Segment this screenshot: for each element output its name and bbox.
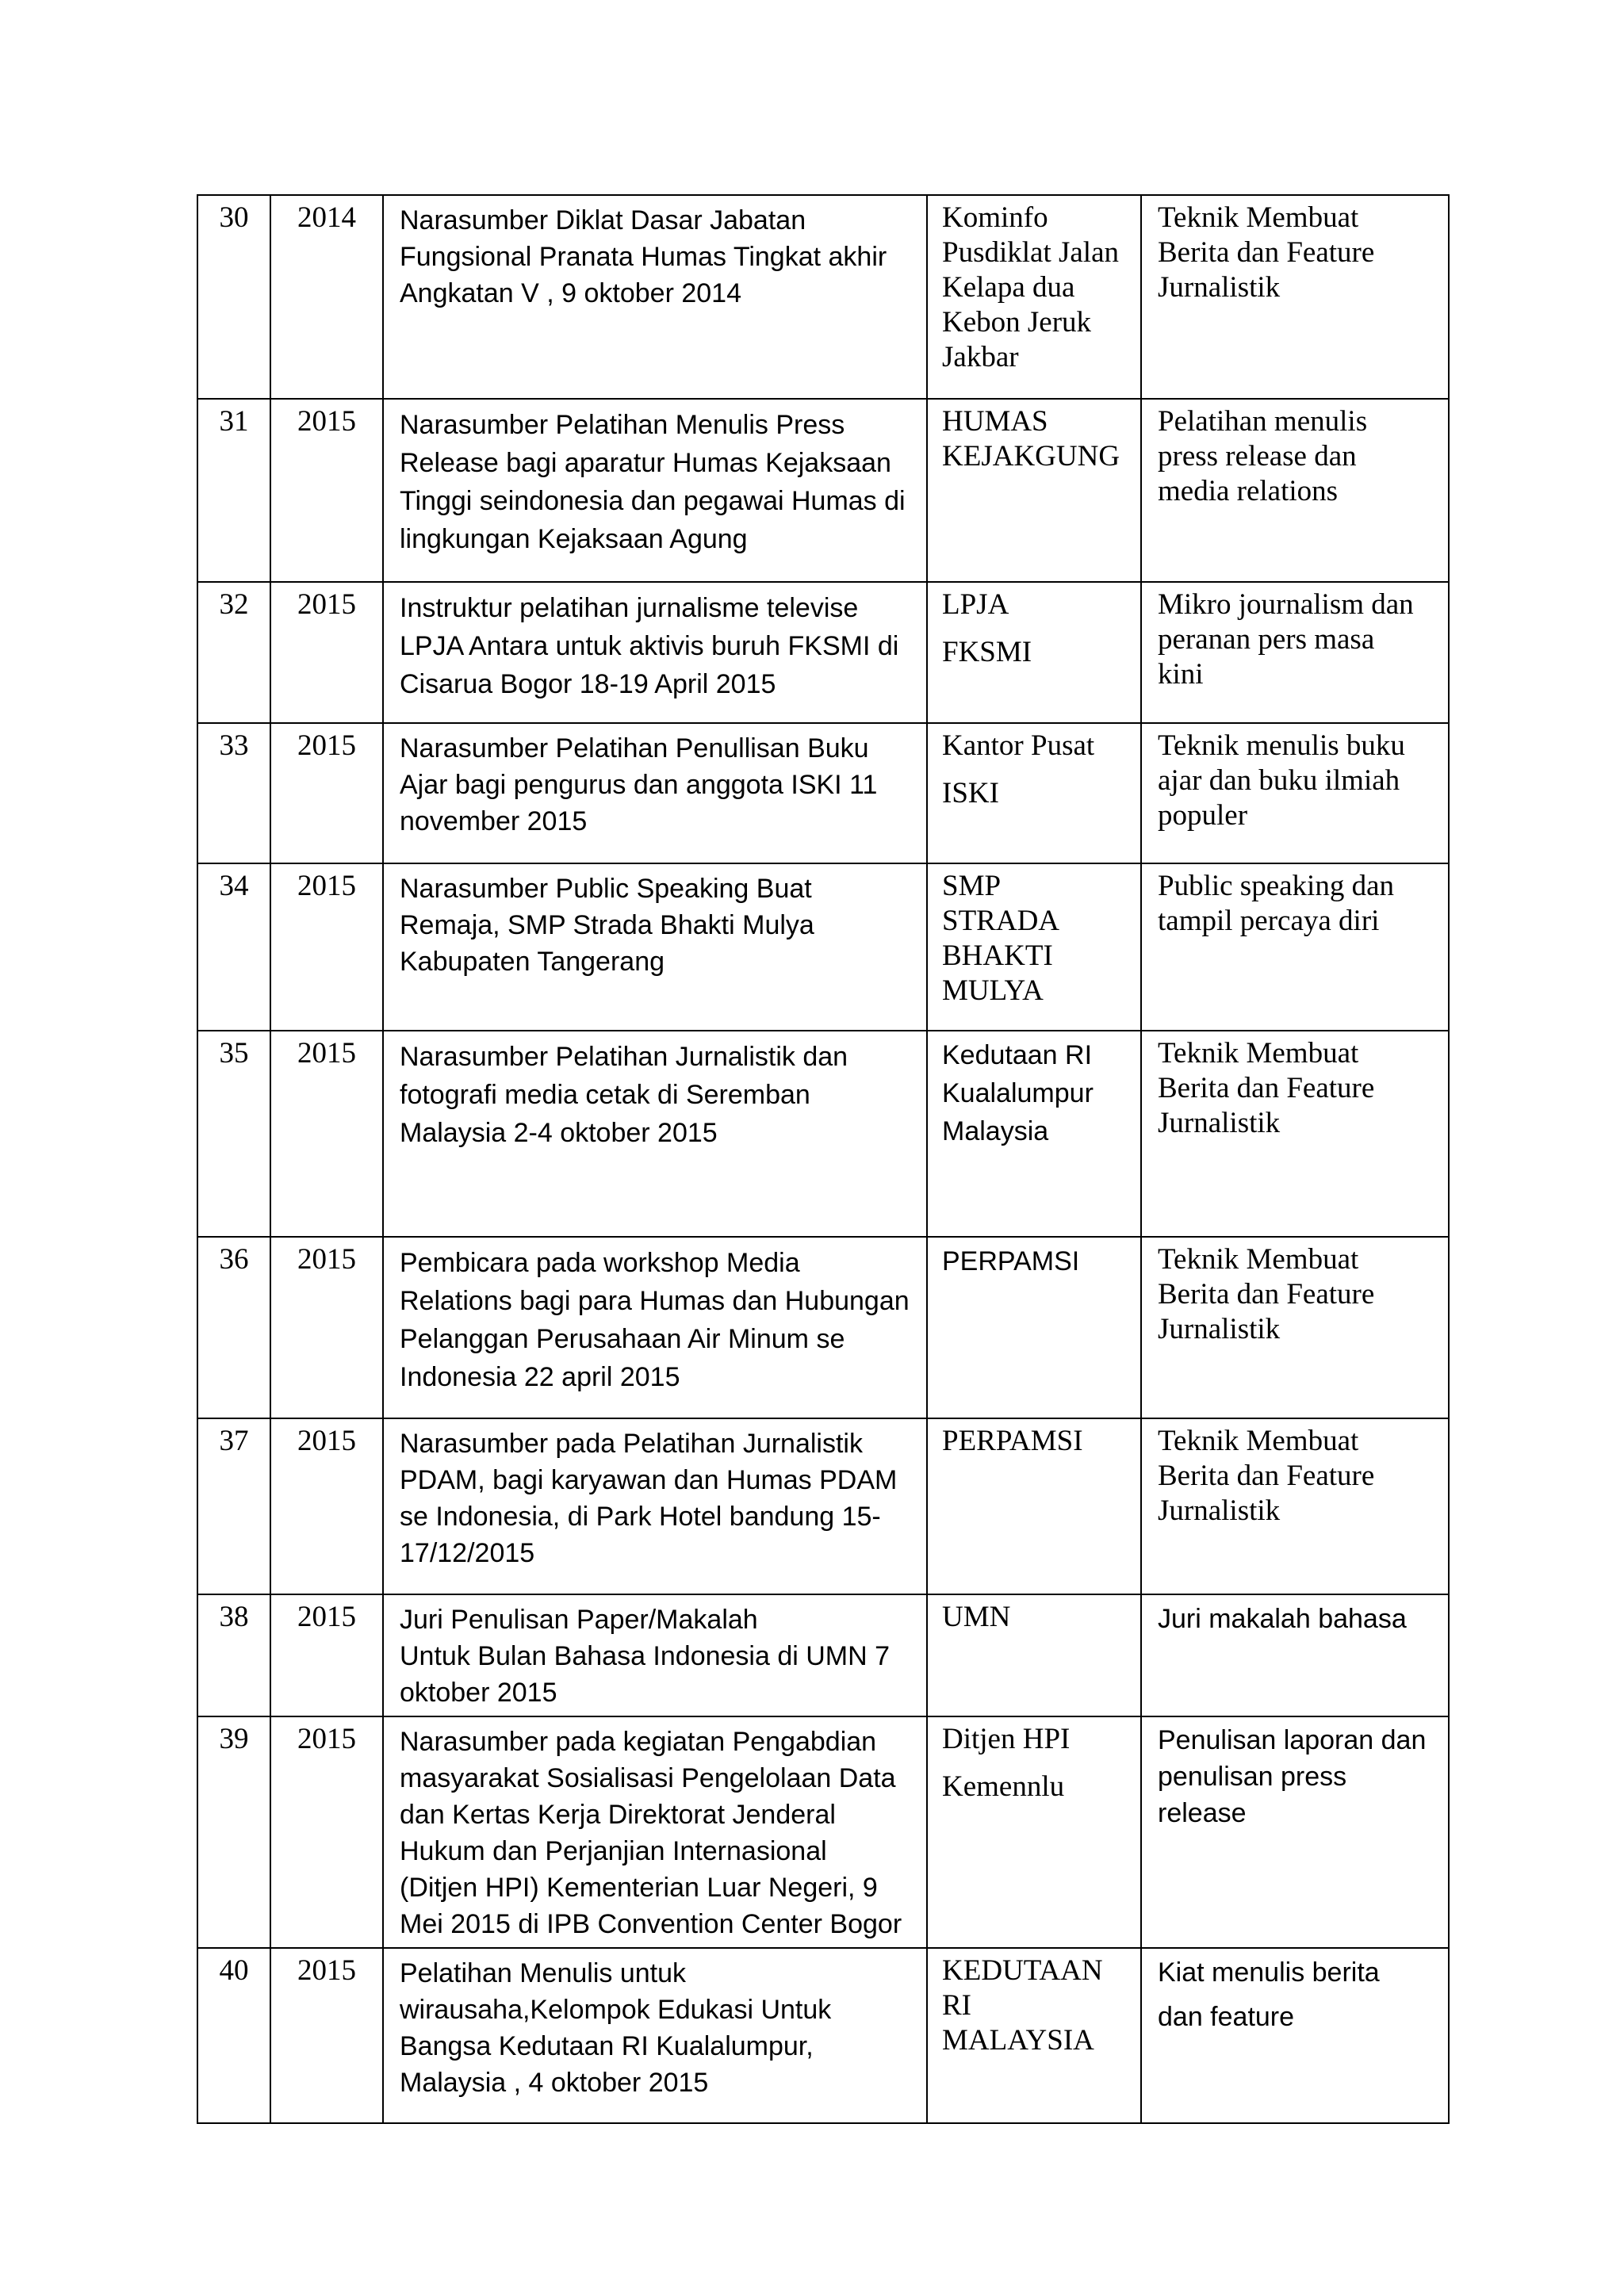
- row-description: Narasumber pada Pelatihan Jurnalistik PDAM, bagi karyawan dan Humas PDAM se Indonesia, di Park Hotel bandung 15- 17/12/2015: [383, 1418, 927, 1594]
- activity-table: [197, 194, 1450, 2124]
- table-row: [197, 399, 1449, 582]
- row-number: 30: [197, 195, 270, 399]
- row-topic: Teknik Membuat Berita dan Feature Jurnalistik: [1141, 1031, 1449, 1237]
- row-topic: Mikro journalism dan peranan pers masa kini: [1141, 582, 1449, 723]
- table-row: [197, 1237, 1449, 1418]
- row-topic: Teknik menulis buku ajar dan buku ilmiah populer: [1141, 723, 1449, 863]
- row-description: Juri Penulisan Paper/Makalah Untuk Bulan Bahasa Indonesia di UMN 7 oktober 2015: [383, 1594, 927, 1716]
- row-year: 2015: [270, 1237, 383, 1418]
- row-institution: UMN: [927, 1594, 1141, 1716]
- row-institution: PERPAMSI: [927, 1237, 1141, 1418]
- row-institution: PERPAMSI: [927, 1418, 1141, 1594]
- table-row: [197, 1031, 1449, 1237]
- row-year: 2015: [270, 863, 383, 1031]
- row-number: 36: [197, 1237, 270, 1418]
- table-row: [197, 1418, 1449, 1594]
- row-topic: Juri makalah bahasa: [1141, 1594, 1449, 1716]
- row-institution: Kedutaan RI Kualalumpur Malaysia: [927, 1031, 1141, 1237]
- row-institution: Ditjen HPI Kemennlu: [927, 1716, 1141, 1948]
- row-year: 2015: [270, 1948, 383, 2123]
- row-institution: LPJA FKSMI: [927, 582, 1141, 723]
- row-institution: Kantor Pusat ISKI: [927, 723, 1141, 863]
- row-year: 2015: [270, 1594, 383, 1716]
- row-year: 2015: [270, 399, 383, 582]
- row-year: 2014: [270, 195, 383, 399]
- row-topic: Teknik Membuat Berita dan Feature Jurnalistik: [1141, 1237, 1449, 1418]
- row-year: 2015: [270, 582, 383, 723]
- table-row: [197, 582, 1449, 723]
- table-row: [197, 1716, 1449, 1948]
- row-description: Narasumber Public Speaking Buat Remaja, SMP Strada Bhakti Mulya Kabupaten Tangerang: [383, 863, 927, 1031]
- row-number: 32: [197, 582, 270, 723]
- row-institution: HUMAS KEJAKGUNG: [927, 399, 1141, 582]
- table-row: [197, 863, 1449, 1031]
- table-row: [197, 195, 1449, 399]
- row-description: Pelatihan Menulis untuk wirausaha,Kelompok Edukasi Untuk Bangsa Kedutaan RI Kualalumpur, Malaysia , 4 oktober 2015: [383, 1948, 927, 2123]
- row-topic: Teknik Membuat Berita dan Feature Jurnalistik: [1141, 195, 1449, 399]
- table-row: [197, 723, 1449, 863]
- row-description: Narasumber Pelatihan Jurnalistik dan fotografi media cetak di Seremban Malaysia 2-4 oktober 2015: [383, 1031, 927, 1237]
- row-institution: KEDUTAAN RI MALAYSIA: [927, 1948, 1141, 2123]
- row-topic: Penulisan laporan dan penulisan press release: [1141, 1716, 1449, 1948]
- row-number: 37: [197, 1418, 270, 1594]
- row-institution: SMP STRADA BHAKTI MULYA: [927, 863, 1141, 1031]
- row-year: 2015: [270, 1418, 383, 1594]
- row-description: Narasumber Pelatihan Menulis Press Release bagi aparatur Humas Kejaksaan Tinggi seindonesia dan pegawai Humas di lingkungan Kejaksaan Agung: [383, 399, 927, 582]
- row-institution: Kominfo Pusdiklat Jalan Kelapa dua Kebon Jeruk Jakbar: [927, 195, 1141, 399]
- row-number: 34: [197, 863, 270, 1031]
- row-topic: Teknik Membuat Berita dan Feature Jurnalistik: [1141, 1418, 1449, 1594]
- row-description: Narasumber pada kegiatan Pengabdian masyarakat Sosialisasi Pengelolaan Data dan Kertas Kerja Direktorat Jenderal Hukum dan Perjanjian Internasional (Ditjen HPI) Kementerian Luar Negeri, 9 Mei 2015 di IPB Convention Center Bogor: [383, 1716, 927, 1948]
- row-number: 35: [197, 1031, 270, 1237]
- row-number: 38: [197, 1594, 270, 1716]
- row-year: 2015: [270, 1716, 383, 1948]
- row-year: 2015: [270, 1031, 383, 1237]
- row-topic: Pelatihan menulis press release dan media relations: [1141, 399, 1449, 582]
- row-topic: Kiat menulis berita dan feature: [1141, 1948, 1449, 2123]
- table-row: [197, 1948, 1449, 2123]
- table-row: [197, 1594, 1449, 1716]
- row-number: 33: [197, 723, 270, 863]
- row-year: 2015: [270, 723, 383, 863]
- row-number: 39: [197, 1716, 270, 1948]
- row-description: Instruktur pelatihan jurnalisme televise LPJA Antara untuk aktivis buruh FKSMI di Cisarua Bogor 18-19 April 2015: [383, 582, 927, 723]
- row-number: 31: [197, 399, 270, 582]
- row-description: Narasumber Pelatihan Penullisan Buku Ajar bagi pengurus dan anggota ISKI 11 november 2015: [383, 723, 927, 863]
- row-number: 40: [197, 1948, 270, 2123]
- row-description: Pembicara pada workshop Media Relations bagi para Humas dan Hubungan Pelanggan Perusahaan Air Minum se Indonesia 22 april 2015: [383, 1237, 927, 1418]
- row-topic: Public speaking dan tampil percaya diri: [1141, 863, 1449, 1031]
- row-description: Narasumber Diklat Dasar Jabatan Fungsional Pranata Humas Tingkat akhir Angkatan V , 9 oktober 2014: [383, 195, 927, 399]
